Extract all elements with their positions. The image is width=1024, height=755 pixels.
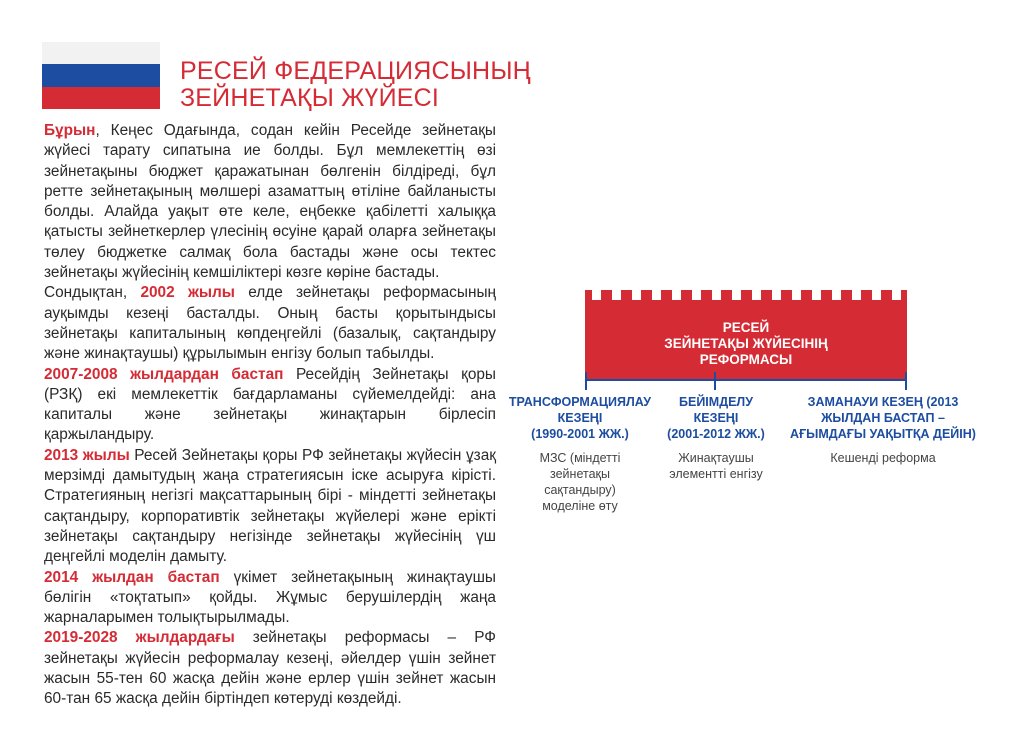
paragraph-text: , Кеңес Одағында, содан кейін Ресейде зейнетақы жүйесі тарату сипатына ие болды. Бұл мемлекеттің өзі зейнетақыны бюджет қаражатынан бөлгенін білдіреді, бұл ретте зейнетақының мөлшері азаматтың өтіліне байланысты болды. Алайда уақыт өте келе, еңбекке қабілетті халыққа қатысты зейнеткерлер үлесінің өсуіне қарай оларға зейнетақы төлеу бюджетке салмақ бола бастады және осы тектес зейнетақы жүйесінің кемшіліктері көзге көріне бастады. [44, 122, 496, 282]
period-title [785, 394, 981, 442]
highlight: 2002 жылы [140, 284, 235, 302]
period-title-line: АҒЫМДАҒЫ УАҚЫТҚА ДЕЙІН) [790, 427, 976, 441]
russia-flag [42, 42, 160, 109]
highlight: Бұрын [44, 122, 96, 139]
period-desc-line: моделіне өту [542, 499, 618, 513]
article-body [44, 121, 496, 710]
paragraph [44, 568, 496, 629]
title-line-2: ЗЕЙНЕТАҚЫ ЖҮЙЕСІ [180, 84, 440, 112]
period-modern [785, 394, 981, 466]
period-transformation [500, 394, 660, 514]
highlight: 2019-2028 жылдардағы [44, 629, 235, 647]
highlight: 2014 жылдан бастап [44, 568, 220, 586]
paragraph-text: үкімет зейнетақының жинақтаушы бөлігін «тоқтатып» қойды. Жұмыс берушілердің жаңа жарналарымен толықтырылмады. [44, 568, 496, 627]
period-desc-line: Кешенді реформа [830, 451, 936, 465]
period-title-line: ЗАМАНАУИ КЕЗЕҢ (2013 [807, 395, 959, 409]
period-title-line: КЕЗЕҢІ [557, 411, 603, 425]
paragraph-prefix: Сондықтан, [44, 284, 141, 302]
period-description [500, 450, 660, 514]
paragraph [44, 628, 496, 709]
banner-title [590, 320, 902, 368]
paragraph-text: елде зейнетақы реформасының ауқымды кезеңі басталды. Оның басты қорытындысы зейнетақы капиталының көпдеңгейлі (базалық, сақтандыру және жинақтаушы) құрылымын енгізу болып табылды. [44, 284, 497, 363]
paragraph-text: зейнетақы реформасы – РФ зейнетақы жүйесін реформалау кезеңі, әйелдер үшін зейнет жасын 55-тен 60 жасқа дейін және ерлер үшін зейнет жасын 60-тан 65 жасқа дейін біртіндеп көтеруді көздейді. [44, 629, 496, 708]
paragraph [44, 283, 496, 364]
period-title [500, 394, 660, 442]
period-title-line: ЖЫЛДАН БАСТАП – [821, 411, 945, 425]
period-title-line: ТРАНСФОРМАЦИЯЛАУ [508, 395, 652, 409]
banner-line-2: ЗЕЙНЕТАҚЫ ЖҮЙЕСІНІҢ [664, 336, 828, 351]
period-adaptation [652, 394, 780, 482]
paragraph-text: Ресейдің Зейнетақы қоры (РЗҚ) екі мемлекеттік бағдарламаны сүйемелдейді: ана капиталы және зейнетақы жинақтарын бірлесіп қаржыландыру. [44, 365, 496, 444]
paragraph-text: Ресей Зейнетақы қоры РФ зейнетақы жүйесін ұзақ мерзімді дамытудың жаңа стратегиясын іске асыруға кірісті. Стратегияның негізгі мақсаттарының бірі - міндетті зейнетақы сақтандыру, корпоративтік зейнетақы жүйелері және ерікті зейнетақы сақтандыру негізінде зейнетақы жүйесінің үш деңгейлі моделін дамыту. [44, 446, 496, 566]
period-title-line: БЕЙІМДЕЛУ [679, 395, 753, 409]
period-desc-line: сақтандыру) [544, 483, 616, 497]
period-description [785, 450, 981, 466]
period-desc-line: элементті енгізу [669, 467, 763, 481]
period-title-line: (2001-2012 ЖЖ.) [667, 427, 765, 441]
paragraph [44, 446, 496, 568]
period-desc-line: зейнетақы [550, 467, 610, 481]
period-title-line: КЕЗЕҢІ [693, 411, 739, 425]
period-description [652, 450, 780, 482]
title-line-1: РЕСЕЙ ФЕДЕРАЦИЯСЫНЫҢ [180, 57, 531, 85]
period-title-line: (1990-2001 ЖЖ.) [531, 427, 629, 441]
paragraph [44, 121, 496, 283]
paragraph [44, 365, 496, 446]
period-title [652, 394, 780, 442]
highlight: 2013 жылы [44, 446, 130, 464]
period-desc-line: МЗС (міндетті [539, 451, 621, 465]
reform-timeline-diagram [500, 280, 1024, 540]
highlight: 2007-2008 жылдардан бастап [44, 365, 284, 383]
period-desc-line: Жинақтаушы [678, 451, 754, 465]
banner-line-3: РЕФОРМАСЫ [699, 352, 793, 367]
page-title [180, 58, 531, 112]
banner-line-1: РЕСЕЙ [722, 320, 770, 335]
